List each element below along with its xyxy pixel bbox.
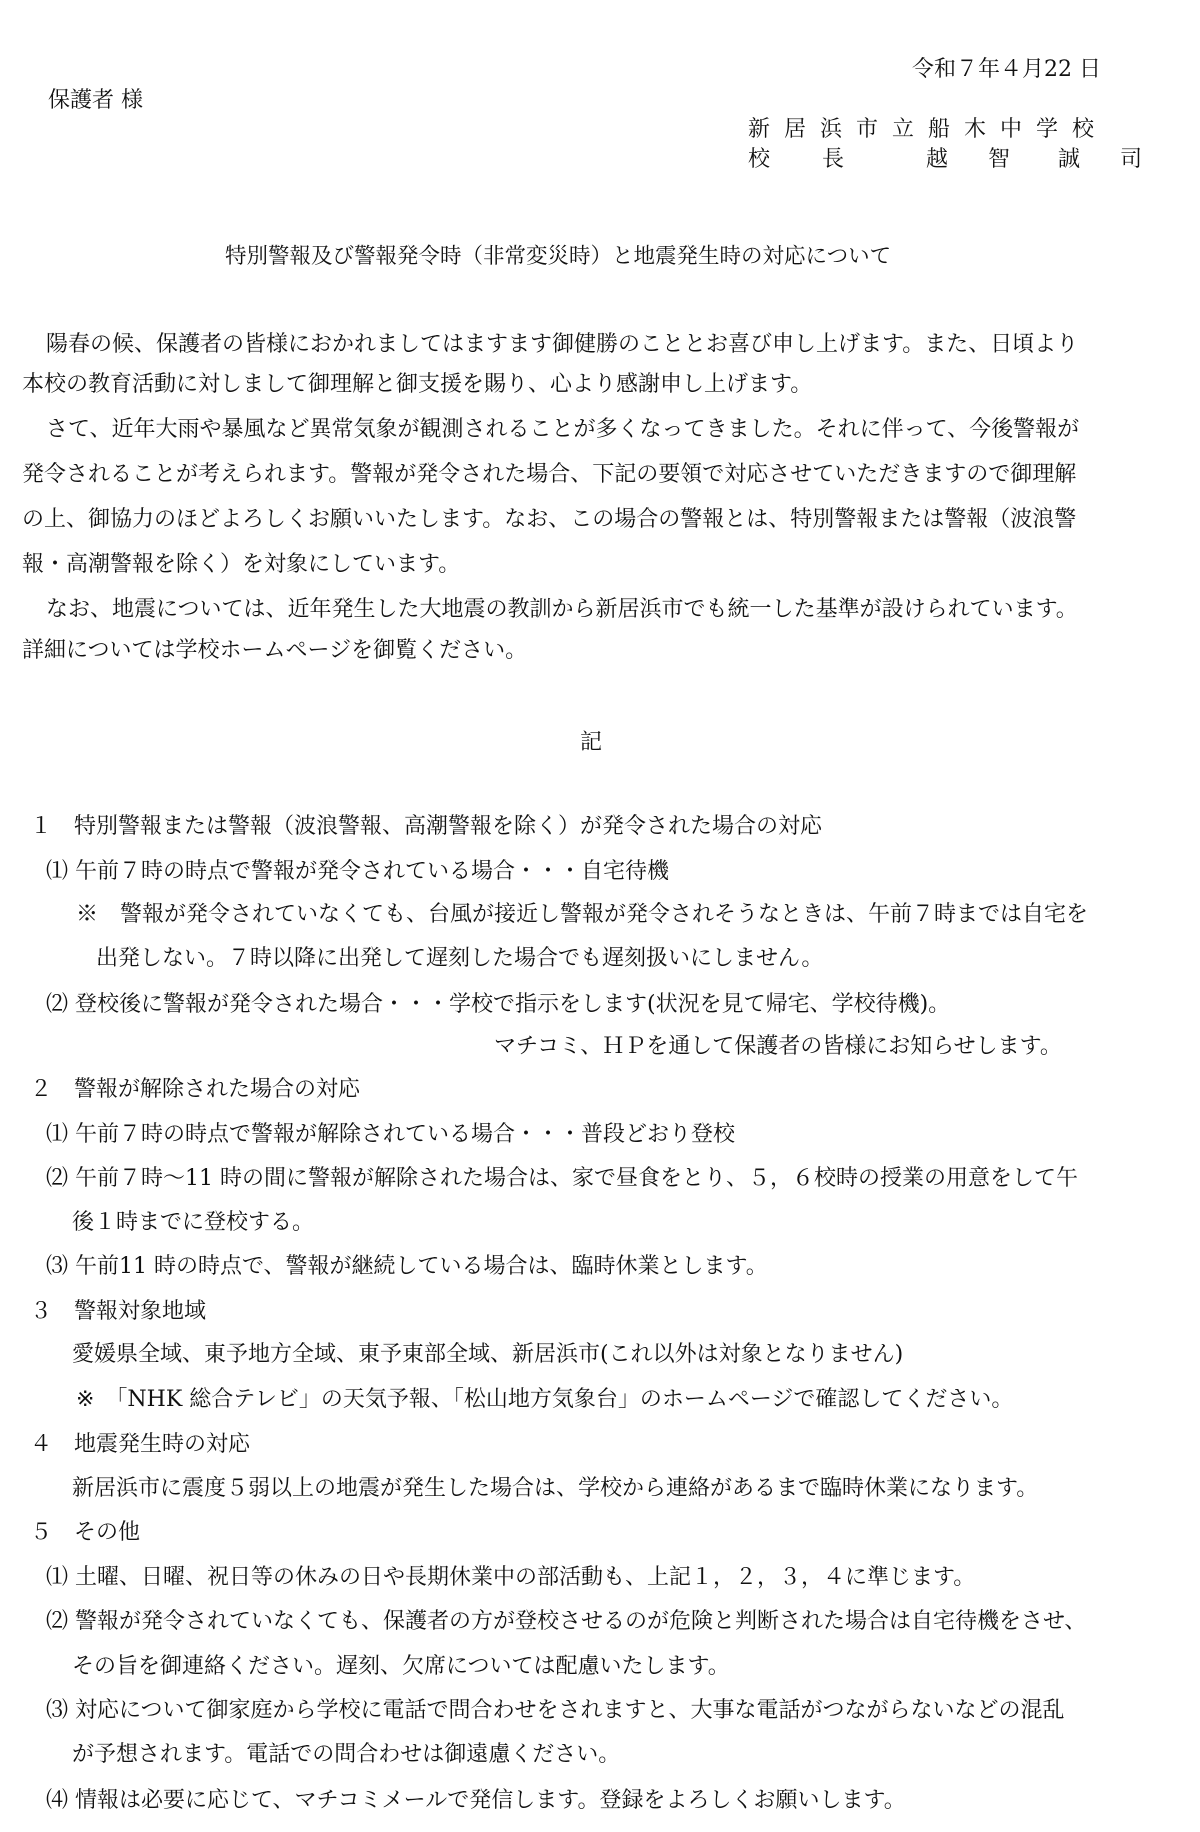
intro-line: さて、近年大雨や暴風など異常気象が観測されることが多くなってきました。それに伴って、今後警報が [46, 417, 1080, 442]
item-line: その旨を御連絡ください。遅刻、欠席については配慮いたします。 [72, 1654, 730, 1679]
item-line: ⑴ 午前７時の時点で警報が発令されている場合・・・自宅待機 [46, 859, 669, 884]
item-line: ２ 警報が解除された場合の対応 [30, 1077, 361, 1102]
intro-line: 発令されることが考えられます。警報が発令された場合、下記の要領で対応させていただきますので御理解 [22, 462, 1077, 487]
item-line: マチコミ、ＨＰを通して保護者の皆様にお知らせします。 [494, 1034, 1062, 1059]
item-line: ⑵ 午前７時～11 時の間に警報が解除された場合は、家で昼食をとり、５，６校時の授業の用意をして午 [46, 1166, 1078, 1191]
item-line: 新居浜市に震度５弱以上の地震が発生した場合は、学校から連絡があるまで臨時休業になります。 [72, 1476, 1039, 1501]
intro-line: なお、地震については、近年発生した大地震の教訓から新居浜市でも統一した基準が設けられています。 [46, 597, 1078, 622]
addressee: 保護者 様 [48, 88, 143, 113]
item-line: ⑶ 対応について御家庭から学校に電話で問合わせをされますと、大事な電話がつながらないなどの混乱 [46, 1698, 1065, 1723]
ki-heading: 記 [580, 730, 603, 755]
principal-name [748, 145, 1148, 175]
item-line: ５ その他 [30, 1520, 141, 1545]
item-line: ３ 警報対象地域 [30, 1299, 207, 1324]
intro-line: 陽春の候、保護者の皆様におかれましてはますます御健勝のこととお喜び申し上げます。また、日頃より [46, 332, 1079, 357]
principal-char: 智 [988, 147, 1011, 172]
item-line: １ 特別警報または警報（波浪警報、高潮警報を除く）が発令された場合の対応 [30, 814, 823, 839]
principal-char: 司 [1120, 147, 1143, 172]
item-line: 出発しない。７時以降に出発して遅刻した場合でも遅刻扱いにしません。 [96, 946, 824, 971]
principal-char: 誠 [1058, 147, 1081, 172]
item-line: ⑴ 午前７時の時点で警報が解除されている場合・・・普段どおり登校 [46, 1122, 735, 1147]
item-line: ４ 地震発生時の対応 [30, 1432, 251, 1457]
item-line: ⑷ 情報は必要に応じて、マチコミメールで発信します。登録をよろしくお願いします。 [46, 1788, 906, 1813]
item-line: が予想されます。電話での問合わせは御遠慮ください。 [72, 1742, 621, 1767]
principal-char: 越 [926, 147, 949, 172]
intro-line: 詳細については学校ホームページを御覧ください。 [22, 638, 528, 663]
item-line: 後１時までに登校する。 [72, 1210, 315, 1235]
item-line: ⑴ 土曜、日曜、祝日等の休みの日や長期休業中の部活動も、上記１，２，３，４に準じます。 [46, 1565, 976, 1590]
school-name: 新居浜市立船木中学校 [748, 117, 1109, 142]
item-line: 愛媛県全域、東予地方全域、東予東部全域、新居浜市(これ以外は対象となりません) [72, 1342, 904, 1367]
date: 令和７年４月22 日 [912, 57, 1101, 82]
item-line: ※ 警報が発令されていなくても、台風が接近し警報が発令されそうなときは、午前７時までは自宅を [76, 902, 1089, 927]
item-line: ⑵ 警報が発令されていなくても、保護者の方が登校させるのが危険と判断された場合は自宅待機をさせ、 [46, 1609, 1087, 1634]
document-title: 特別警報及び警報発令時（非常変災時）と地震発生時の対応について [225, 244, 892, 269]
principal-char: 長 [822, 147, 845, 172]
item-line: ※ 「NHK 総合テレビ」の天気予報、「松山地方気象台」のホームページで確認してください。 [76, 1387, 1014, 1412]
intro-line: の上、御協力のほどよろしくお願いいたします。なお、この場合の警報とは、特別警報または警報（波浪警 [22, 507, 1077, 532]
intro-line: 報・高潮警報を除く）を対象にしています。 [22, 552, 461, 577]
intro-line: 本校の教育活動に対しまして御理解と御支援を賜り、心より感謝申し上げます。 [22, 372, 813, 397]
item-line: ⑶ 午前11 時の時点で、警報が継続している場合は、臨時休業とします。 [46, 1254, 768, 1279]
principal-char: 校 [748, 147, 771, 172]
item-line: ⑵ 登校後に警報が発令された場合・・・学校で指示をします(状況を見て帰宅、学校待機)。 [46, 992, 951, 1017]
